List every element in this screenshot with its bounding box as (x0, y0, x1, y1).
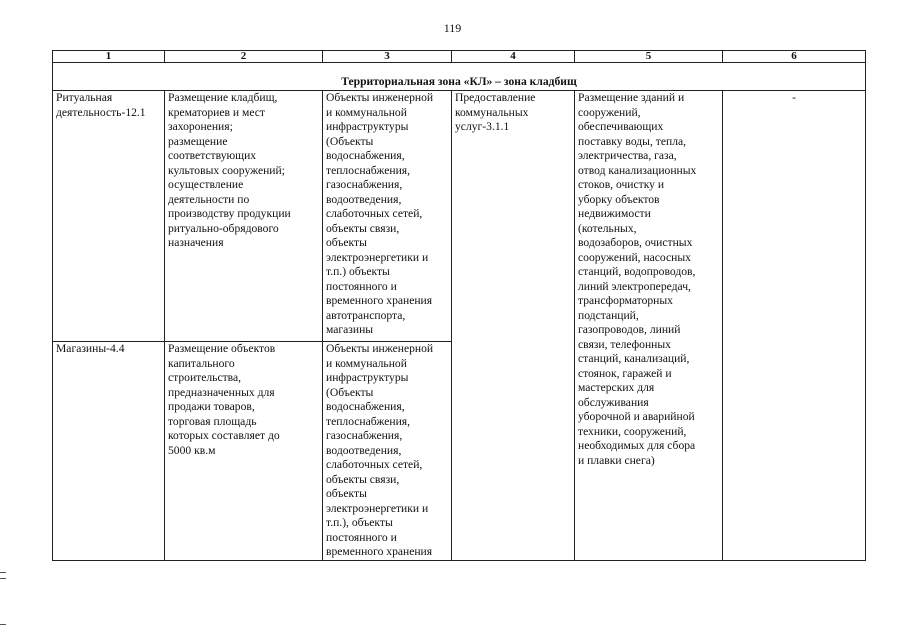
zone-title-row (53, 63, 866, 91)
row2-description: Размещение объектов капитального строительства, предназначенных для продажи товаров, торговая площадь которых составляет до 5000 кв.м (165, 342, 323, 561)
row1-description: Размещение кладбищ, крематориев и мест захоронения; размещение соответствующих культовых сооружений; осуществление деятельности по производству продукции ритуально-обрядового назначения (165, 91, 323, 342)
column-header-2: 2 (165, 51, 323, 63)
utility-services-description: Размещение зданий и сооружений, обеспечивающих поставку воды, тепла, электричества, газа, отвод канализационных стоков, очистку и уборку объектов недвижимости (котельных, водозаборов, очистных сооружений, насосных станций, водопроводов, линий электропередач, трансформаторных подстанций, газопроводов, линий связи, телефонных станций, канализаций, стоянок, гаражей и мастерских для обслуживания уборочной и аварийной техники, сооружений, необходимых для сбора и плавки снега) (575, 91, 723, 561)
column-header-6: 6 (723, 51, 866, 63)
column-header-3: 3 (323, 51, 452, 63)
edge-mark (0, 578, 6, 579)
column-header-4: 4 (452, 51, 575, 63)
column-header-5: 5 (575, 51, 723, 63)
zone-title: Территориальная зона «КЛ» – зона кладбищ (53, 63, 866, 91)
page-number: 119 (443, 21, 462, 35)
table-row (53, 91, 866, 342)
edge-mark (0, 572, 6, 573)
row1-use-type: Ритуальная деятельность-12.1 (53, 91, 165, 342)
edge-mark (0, 624, 6, 625)
utility-services-use: Предоставление коммунальных услуг-3.1.1 (452, 91, 575, 561)
header-row (53, 51, 866, 63)
row2-auxiliary-uses: Объекты инженерной и коммунальной инфраструктуры (Объекты водоснабжения, теплоснабжения, газоснабжения, водоотведения, слаботочных сетей, объекты связи, объекты электроэнергетики и т.п.), объекты постоянного и временного хранения (323, 342, 452, 561)
row2-use-type: Магазины-4.4 (53, 342, 165, 561)
column-header-1: 1 (53, 51, 165, 63)
zoning-table (52, 50, 866, 561)
column6-dash: - (723, 91, 866, 561)
row1-auxiliary-uses: Объекты инженерной и коммунальной инфраструктуры (Объекты водоснабжения, теплоснабжения, газоснабжения, водоотведения, слаботочных сетей, объекты связи, объекты электроэнергетики и т.п.) объекты постоянного и временного хранения автотранспорта, магазины (323, 91, 452, 342)
